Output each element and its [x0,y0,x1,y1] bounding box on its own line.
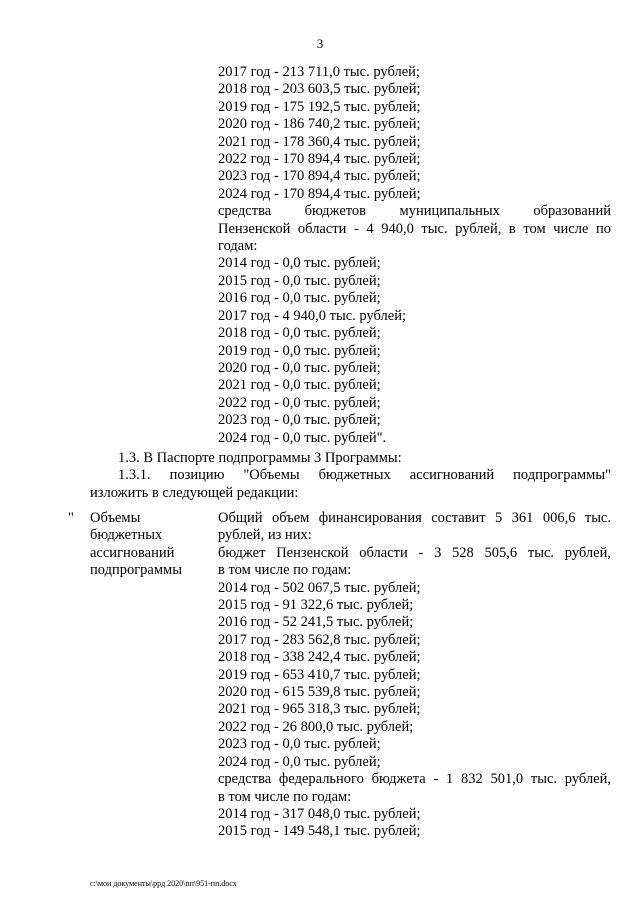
year-line: 2017 год - 4 940,0 тыс. рублей; [218,307,406,324]
top-block [218,64,611,447]
year-line: 2015 год - 91 322,6 тыс. рублей; [218,597,414,614]
year-line: 2017 год - 283 562,8 тыс. рублей; [218,631,421,648]
year-line: 2019 год - 653 410,7 тыс. рублей; [218,666,421,683]
year-line: 2021 год - 178 360,4 тыс. рублей; [218,133,421,150]
section-item-line: 1.3.1. позицию "Объемы бюджетных ассигнований подпрограммы" [118,467,611,484]
year-line: 2018 год - 0,0 тыс. рублей; [218,325,381,342]
left-cell-line: бюджетных [90,527,163,544]
federal-line: средства федерального бюджета - 1 832 501,0 тыс. рублей, [218,771,611,788]
year-line: 2020 год - 0,0 тыс. рублей; [218,359,381,376]
municipal-line: Пензенской области - 4 940,0 тыс. рублей, в том числе по [218,220,611,237]
year-line: 2022 год - 170 894,4 тыс. рублей; [218,151,421,168]
year-line: 2014 год - 502 067,5 тыс. рублей; [218,579,421,596]
municipal-line: годам: [218,238,258,255]
year-line: 2016 год - 52 241,5 тыс. рублей; [218,614,414,631]
left-cell-line: Объемы [90,510,141,526]
year-line: 2018 год - 338 242,4 тыс. рублей; [218,649,421,666]
year-line: 2021 год - 0,0 тыс. рублей; [218,377,381,394]
year-line: 2014 год - 317 048,0 тыс. рублей; [218,805,421,822]
year-line: 2015 год - 149 548,1 тыс. рублей; [218,823,421,840]
page-number: 3 [316,36,324,51]
year-line: 2020 год - 615 539,8 тыс. рублей; [218,684,421,701]
municipal-years-list [218,255,611,446]
municipal-line: средства бюджетов муниципальных образований [218,203,611,220]
federal-line: в том числе по годам: [218,788,352,805]
year-line: 2024 год - 0,0 тыс. рублей". [218,429,387,446]
file-path-footer: c:\мои документы\ppд 2020\пп\951-пп.docx [90,879,237,888]
year-line: 2022 год - 26 800,0 тыс. рублей; [218,718,414,735]
year-line: 2022 год - 0,0 тыс. рублей; [218,394,381,411]
year-line: 2021 год - 965 318,3 тыс. рублей; [218,701,421,718]
total-line: рублей, из них: [218,527,312,544]
year-line: 2023 год - 0,0 тыс. рублей; [218,736,381,753]
year-line: 2023 год - 170 894,4 тыс. рублей; [218,168,421,185]
left-cell-line: ассигнований [90,544,175,561]
year-line: 2015 год - 0,0 тыс. рублей; [218,272,381,289]
open-quote: " [68,510,74,526]
year-line: 2019 год - 175 192,5 тыс. рублей; [218,98,421,115]
year-line: 2016 год - 0,0 тыс. рублей; [218,290,381,307]
year-line: 2023 год - 0,0 тыс. рублей; [218,412,381,429]
section-heading: 1.3. В Паспорте подпрограммы 3 Программы: [118,450,402,466]
year-line: 2014 год - 0,0 тыс. рублей; [218,255,381,272]
year-line: 2024 год - 0,0 тыс. рублей; [218,753,381,770]
municipal-paragraph [218,203,611,255]
year-line: 2018 год - 203 603,5 тыс. рублей; [218,81,421,98]
year-line: 2020 год - 186 740,2 тыс. рублей; [218,116,421,133]
table-left-cell [90,510,208,580]
region-years-list [218,64,611,203]
region-line: в том числе по годам: [218,562,352,579]
left-cell-line: подпрограммы [90,562,182,579]
section-block [90,450,611,502]
year-line: 2019 год - 0,0 тыс. рублей; [218,342,381,359]
region-line: бюджет Пензенской области - 3 528 505,6 тыс. рублей, [218,544,611,561]
section-item-line: изложить в следующей редакции: [90,484,299,501]
total-line: Общий объем финансирования составит 5 361 006,6 тыс. [218,510,611,526]
table-right-cell [218,510,611,841]
year-line: 2024 год - 170 894,4 тыс. рублей; [218,185,421,202]
year-line: 2017 год - 213 711,0 тыс. рублей; [218,64,420,80]
